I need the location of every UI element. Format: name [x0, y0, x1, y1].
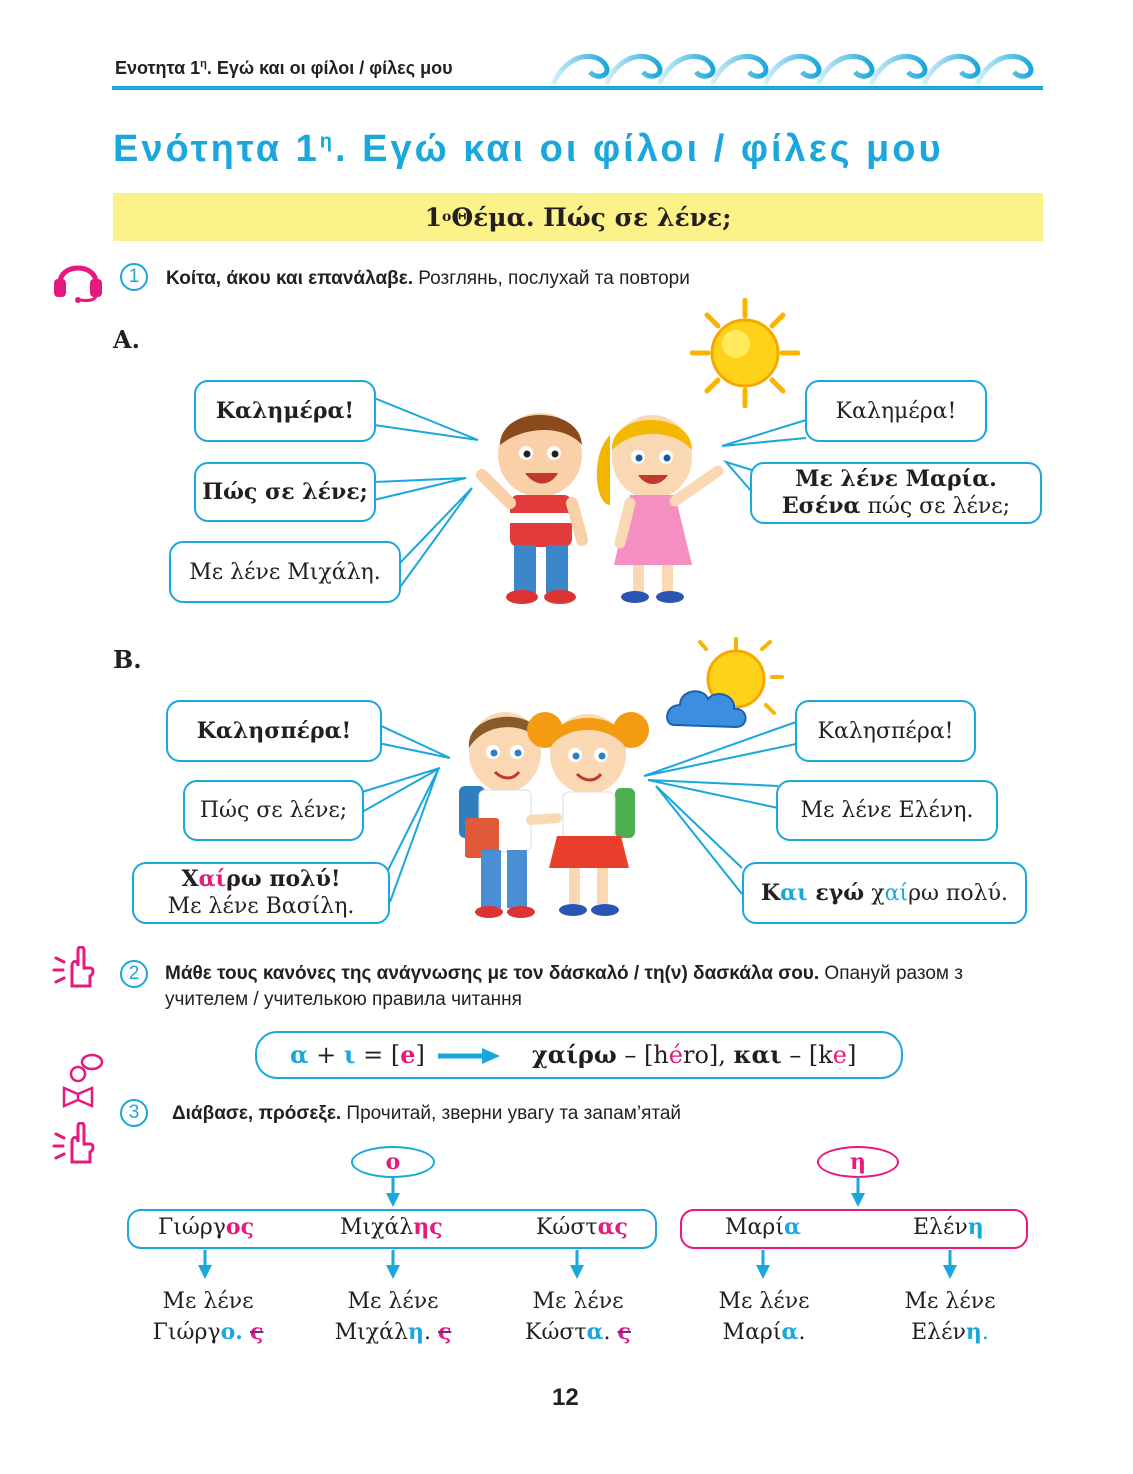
task2-bold: Μάθε τους κανόνες της ανάγνωσης με τον δάσκαλό / τη(ν) δασκάλα σου. [165, 963, 820, 984]
rule-word1-e: é [668, 1041, 683, 1069]
sentence-name [313, 1317, 473, 1348]
rule-e: e [400, 1040, 416, 1069]
task1-number: 1 [120, 263, 148, 291]
task2-rest: Опануй разом з учителем / учителькою правила читання [165, 963, 963, 1010]
task1-bold: Κοίτα, άκου και επανάλαβε. [166, 268, 414, 289]
sentence-ending: α [586, 1319, 604, 1345]
sentence-phrase: Με λένε [904, 1289, 996, 1314]
running-header-text: Ενοτητα 1 [115, 58, 201, 78]
name-stem: Ελέν [913, 1215, 968, 1240]
section-b-label: Β. [113, 645, 142, 674]
rule-i: ι [343, 1040, 356, 1069]
title-rest: . Εγώ και οι φίλοι / φίλες μου [334, 128, 944, 170]
struck-letter: ς [617, 1319, 631, 1345]
bubble-a-left-1 [194, 380, 376, 442]
topic-text: Θέμα. Πώς σε λένε; [451, 202, 732, 232]
running-header-sup: η [200, 58, 207, 70]
bubble-b-left-3-b: αί [198, 866, 227, 892]
sentence-name [498, 1317, 658, 1348]
name-kostas [536, 1214, 628, 1240]
sentence-name [870, 1317, 1030, 1348]
sentence-maria [684, 1287, 844, 1348]
bubble-a-left-3 [169, 541, 401, 603]
sentence-stem: Κώστ [525, 1320, 587, 1345]
bubble-b-right-3-e: αί [884, 880, 909, 906]
struck-letter: ς [249, 1319, 264, 1345]
bubble-b-right-1-text: Καλησπέρα! [817, 718, 954, 744]
name-eleni [913, 1214, 984, 1240]
sentence-michalis [313, 1287, 473, 1348]
bubble-b-left-1-text: Καλησπέρα! [196, 717, 352, 744]
sentence-ending: η [965, 1319, 982, 1345]
sentence-dot: . [981, 1320, 989, 1345]
sentence-ending: η [407, 1319, 424, 1345]
bubble-a-right-1 [805, 380, 987, 442]
attention-hand-icon [52, 946, 96, 990]
bubble-a-right-2 [750, 462, 1042, 524]
sentence-phrase: Με λένε [162, 1289, 254, 1314]
bubble-a-left-3-text: Με λένε Μιχάλη. [189, 559, 381, 585]
sentence-name [128, 1317, 288, 1348]
bubble-b-right-1 [795, 700, 976, 762]
bubble-b-right-2 [776, 780, 998, 841]
task3-bold: Διάβασε, πρόσεξε. [172, 1103, 342, 1124]
name-stem: Κώστ [536, 1215, 598, 1240]
sentence-stem: Γιώργ [152, 1320, 221, 1345]
sentence-phrase: Με λένε [532, 1289, 624, 1314]
rule-right [532, 1040, 856, 1069]
bubble-b-right-3 [742, 862, 1027, 924]
rule-word1: χαίρω [532, 1040, 617, 1069]
sentence-dot: . [235, 1319, 243, 1345]
name-ending: η [967, 1214, 984, 1240]
sentence-ending: ο [220, 1319, 236, 1345]
bubble-b-left-3-line1 [181, 866, 340, 893]
sentence-dot: . [798, 1320, 806, 1345]
name-stem: Γιώργ [158, 1215, 226, 1240]
bubble-b-right-3-f: ρω πολύ. [908, 880, 1008, 906]
name-ending: ας [597, 1214, 628, 1240]
rule-left [290, 1040, 425, 1069]
rule-dash1: – [h [616, 1041, 669, 1069]
bubble-a-left-2 [194, 462, 376, 522]
name-stem: Μιχάλ [340, 1215, 414, 1240]
sentence-giorgos [128, 1287, 288, 1348]
task3-instruction [172, 1101, 681, 1127]
rule-close: ] [415, 1041, 425, 1069]
bubble-b-left-2 [183, 780, 364, 841]
sentence-ending: α [781, 1319, 799, 1345]
topic-num: 1 [424, 202, 442, 232]
sentence-phrase: Με λένε [347, 1289, 439, 1314]
rule-word2-e: e [832, 1041, 847, 1069]
topic-sup: ο [441, 209, 452, 225]
running-header-rest: . Εγώ και οι φίλοι / φίλες μου [206, 58, 453, 78]
name-stem: Μαρί [725, 1215, 784, 1240]
sentence-phrase: Με λένε [718, 1289, 810, 1314]
reading-child-icon [58, 1052, 104, 1108]
struck-letter: ς [437, 1319, 452, 1345]
bubble-b-right-3-line [761, 880, 1008, 907]
bubble-a-right-2-rest: πώς σε λένε; [860, 494, 1011, 519]
rule-dash2: – [k [781, 1041, 833, 1069]
bubble-a-left-2-text: Πώς σε λένε; [202, 478, 368, 505]
rule-word2-end: ] [846, 1041, 857, 1069]
bubble-a-right-2-line1: Με λένε Μαρία. [795, 466, 997, 492]
speech-pointers-a [0, 0, 1133, 640]
rule-eq: = [ [355, 1041, 401, 1069]
title-main: Ενότητα 1 [113, 128, 320, 170]
sentence-stem: Ελέν [911, 1320, 966, 1345]
title-sup: η [319, 130, 335, 153]
sentence-name [684, 1317, 844, 1348]
bubble-b-right-3-c: εγώ [807, 879, 865, 906]
bubble-b-left-3 [132, 862, 390, 924]
bubble-a-left-1-text: Καλημέρα! [215, 397, 355, 424]
bubble-b-left-3-line2: Με λένε Βασίλη. [167, 894, 355, 919]
ending-o-text: ο [385, 1149, 401, 1175]
bubble-a-right-2-line2 [782, 493, 1010, 520]
attention-hand-icon-2 [52, 1122, 96, 1166]
sentence-stem: Μιχάλ [334, 1320, 408, 1345]
name-maria [725, 1214, 801, 1240]
bubble-b-left-1 [166, 700, 382, 762]
rule-word2: και [733, 1040, 782, 1069]
task3-number: 3 [120, 1099, 148, 1127]
ending-eta-oval [817, 1146, 899, 1178]
name-michalis [340, 1214, 443, 1240]
bubble-b-left-2-text: Πώς σε λένε; [199, 798, 348, 823]
rule-word1-end: ro], [682, 1041, 734, 1069]
ending-o-oval [351, 1146, 435, 1178]
rule-plus: + [308, 1041, 344, 1069]
bubble-a-right-2-bold: Εσένα [781, 493, 861, 519]
name-ending: ος [225, 1214, 254, 1240]
name-ending: α [783, 1214, 801, 1240]
task1-rest: Розглянь, послухай та повтори [413, 268, 690, 289]
bubble-b-right-3-b: αι [780, 879, 808, 906]
bubble-b-right-3-d: χ [864, 880, 885, 906]
task2-instruction [165, 961, 1045, 1013]
rule-arrow-icon [438, 1046, 500, 1066]
task3-rest: Прочитай, зверни увагу та запам’ятай [341, 1103, 682, 1124]
task2-number: 2 [120, 960, 148, 988]
bubble-b-right-2-text: Με λένε Ελένη. [800, 798, 974, 823]
name-ending: ης [413, 1214, 443, 1240]
bubble-b-right-3-a: Κ [761, 879, 781, 906]
sentence-dot: . [603, 1320, 611, 1345]
bubble-a-right-1-text: Καλημέρα! [835, 398, 957, 424]
sentence-eleni [870, 1287, 1030, 1348]
bubble-b-left-3-a: Χ [181, 866, 199, 892]
bubble-b-left-3-c: ρω πολύ! [226, 866, 341, 892]
sentence-stem: Μαρί [722, 1320, 782, 1345]
page-number: 12 [552, 1384, 579, 1411]
ending-eta-text: η [850, 1149, 866, 1175]
rule-a: α [290, 1040, 309, 1069]
name-giorgos [158, 1214, 254, 1240]
sentence-kostas [498, 1287, 658, 1348]
sentence-dot: . [423, 1320, 431, 1345]
section-a-label: Α. [113, 325, 140, 354]
